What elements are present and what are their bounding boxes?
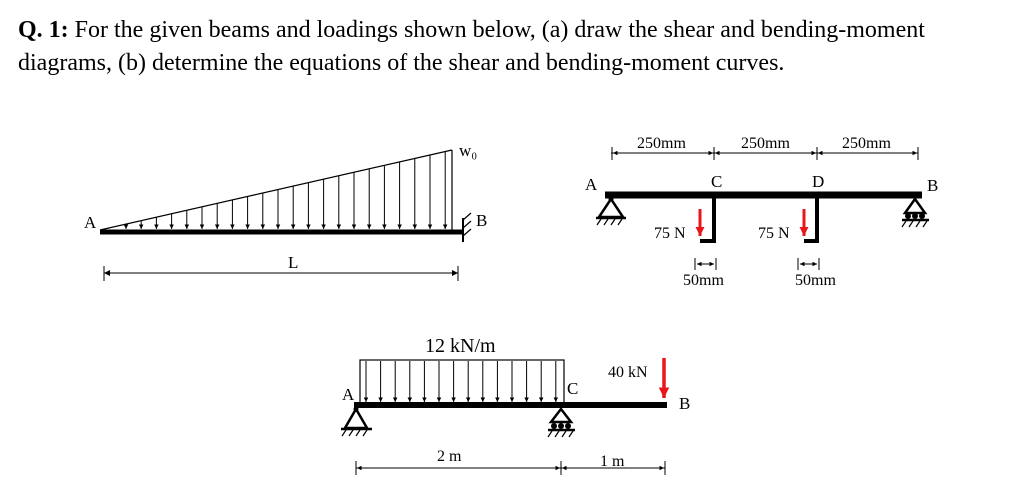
point-label-d: D [812, 172, 825, 191]
fixed-support [463, 213, 471, 242]
point-label-b: B [679, 394, 691, 413]
pin-support-a [596, 197, 626, 226]
point-label-c: C [711, 172, 723, 191]
roller-support-b [902, 199, 929, 227]
dimension-label-l: L [288, 253, 299, 272]
arm-dim-1 [695, 258, 716, 270]
point-label-b: B [476, 211, 488, 230]
roller-support-c [548, 409, 575, 437]
bracket-c [700, 198, 716, 241]
load-arrows [126, 152, 445, 229]
figure-1-cantilever [84, 141, 487, 281]
dimension-label-ac: 250mm [637, 135, 686, 152]
load-label-w0: w₀ [459, 141, 478, 160]
point-label-a: A [84, 213, 97, 232]
arm-label-1: 50mm [683, 272, 724, 289]
arm-dim-2 [798, 258, 819, 270]
point-load-label: 40 kN [608, 364, 648, 381]
pin-support-a [341, 407, 372, 437]
force-label-2: 75 N [758, 225, 790, 242]
arm-label-2: 50mm [795, 272, 836, 289]
dimension-label-db: 250mm [842, 135, 891, 152]
question-label: Q. 1: [18, 17, 69, 43]
dimension-label-cd: 250mm [741, 135, 790, 152]
udl-arrows [366, 361, 556, 402]
span-label-ac: 2 m [437, 448, 462, 465]
figure-2-shaft [585, 133, 938, 289]
figure-3-overhang-beam [341, 335, 690, 475]
point-label-b: B [927, 176, 939, 195]
point-label-a: A [342, 385, 355, 404]
bracket-d [804, 198, 819, 241]
span-label-cb: 1 m [600, 453, 625, 470]
question-body: For the given beams and loadings shown below, (a) draw the shear and bending-moment diagrams, (b) determine the equations of the shear and bending-moment curves. [18, 17, 925, 76]
point-label-a: A [585, 175, 598, 194]
force-label-1: 75 N [654, 225, 686, 242]
udl-outline [360, 360, 564, 403]
point-label-c: C [567, 379, 579, 398]
udl-label: 12 kN/m [425, 335, 496, 357]
